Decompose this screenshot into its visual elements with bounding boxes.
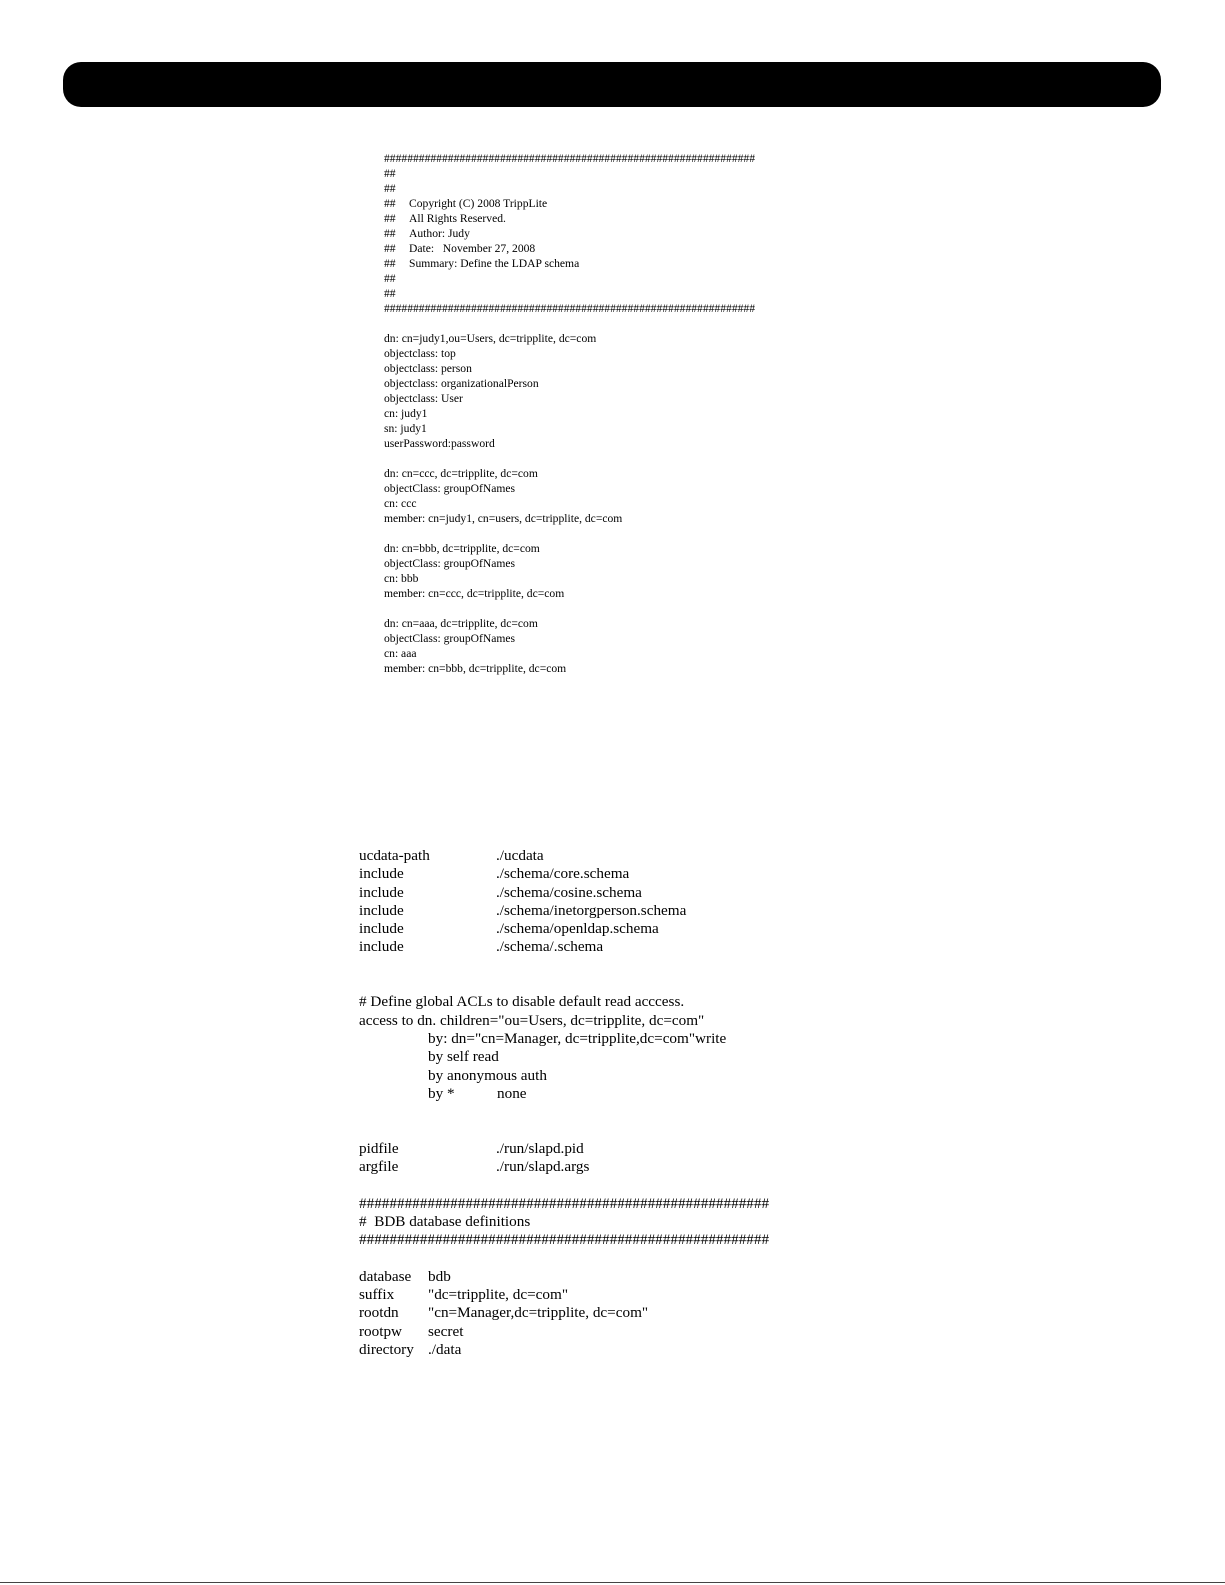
config-row [359,1341,769,1359]
acl-comment: # Define global ACLs to disable default read acccess. [359,993,685,1011]
comment-mark: ## [384,197,396,210]
acl-by-line: by: dn="cn=Manager, dc=tripplite,dc=com"write [428,1029,727,1047]
config-row [359,884,769,902]
ldif-line: cn: aaa [384,647,417,660]
config-row [359,920,769,938]
comment-line [384,196,755,211]
ldif-line: cn: ccc [384,497,417,510]
config-key: directory [359,1341,414,1359]
ldif-entry [384,331,755,451]
acl-by-last-key: by * [428,1084,455,1102]
config-row [359,1140,769,1158]
comment-line [384,256,755,271]
config-row [359,847,769,865]
config-key: ucdata-path [359,847,430,864]
comment-text: Author: Judy [409,227,470,240]
config-row [359,902,769,920]
comment-mark: ## [384,212,396,225]
ldif-line: dn: cn=judy1,ou=Users, dc=tripplite, dc=com [384,332,597,345]
comment-text: All Rights Reserved. [409,212,506,225]
comment-line [384,241,755,256]
hash-line: ###################################################### [359,1194,770,1212]
comment-mark: ## [384,227,396,240]
ldif-line: objectClass: groupOfNames [384,632,516,645]
comment-text: Copyright (C) 2008 TrippLite [409,197,548,210]
acl-by-last [359,1085,769,1103]
comment-text: Summary: Define the LDAP schema [409,257,580,270]
config-key: include [359,938,404,956]
comment-mark: ## [384,287,396,300]
comment-mark: ## [384,257,396,270]
acl-by-section [359,1030,769,1085]
config-value: ./schema/cosine.schema [496,883,642,901]
config-row [359,1304,769,1322]
config-row [359,1286,769,1304]
config-key: include [359,865,404,883]
ldif-line: userPassword:password [384,437,495,450]
comment-line [384,271,755,286]
config-key: argfile [359,1158,399,1176]
ldif-line: sn: judy1 [384,422,427,435]
comment-line [384,286,755,301]
config-key: suffix [359,1286,395,1304]
ldif-line: objectclass: organizationalPerson [384,377,539,390]
acl-access: access to dn. children="ou=Users, dc=tripplite, dc=com" [359,1011,705,1029]
config-row [359,1158,769,1176]
database-section [359,1268,769,1359]
config-value: secret [428,1322,464,1340]
ldif-line: objectClass: groupOfNames [384,557,516,570]
ldif-line: member: cn=ccc, dc=tripplite, dc=com [384,587,565,600]
config-value: bdb [428,1267,451,1285]
comment-line [384,166,755,181]
ldif-entry [384,466,755,526]
ldif-line: member: cn=bbb, dc=tripplite, dc=com [384,662,567,675]
comment-line [384,181,755,196]
config-value: ./schema/inetorgperson.schema [496,901,687,919]
comment-mark: ## [384,272,396,285]
ldif-entries [384,316,755,676]
hash-line: ################################################################ [384,152,755,165]
hash-line: ################################################################ [384,302,755,315]
config-value: ./ucdata [496,847,544,864]
ldif-line: dn: cn=bbb, dc=tripplite, dc=com [384,542,540,555]
config-value: ./run/slapd.args [496,1158,590,1176]
ldif-line: dn: cn=ccc, dc=tripplite, dc=com [384,467,538,480]
ldif-line: objectClass: groupOfNames [384,482,516,495]
ldif-line: objectclass: person [384,362,472,375]
config-key: rootpw [359,1322,403,1340]
ldif-header-comments [384,166,755,301]
config-value: ./schema/core.schema [496,865,630,883]
config-key: include [359,920,404,938]
slapd-conf-listing [359,847,769,1359]
ldif-entry [384,616,755,676]
ldif-listing [384,151,755,676]
ldif-line: dn: cn=aaa, dc=tripplite, dc=com [384,617,538,630]
config-value: "cn=Manager,dc=tripplite, dc=com" [428,1304,649,1322]
comment-mark: ## [384,167,396,180]
comment-mark: ## [384,182,396,195]
config-row [359,865,769,883]
comment-line [384,211,755,226]
hash-line: ###################################################### [359,1231,770,1249]
ldif-line: cn: bbb [384,572,419,585]
acl-by-line: by self read [428,1048,499,1066]
config-row [359,1323,769,1341]
config-value: ./schema/openldap.schema [496,920,659,938]
comment-mark: ## [384,242,396,255]
config-row [359,938,769,956]
bdb-comment: # BDB database definitions [359,1212,531,1230]
config-value: ./schema/.schema [496,938,604,956]
include-section [359,847,769,957]
config-key: include [359,901,404,919]
acl-by-line: by anonymous auth [428,1066,547,1084]
config-row [359,1268,769,1286]
ldif-line: objectclass: top [384,347,456,360]
comment-text: Date: November 27, 2008 [409,242,536,255]
config-value: "dc=tripplite, dc=com" [428,1286,569,1304]
comment-line [384,226,755,241]
ldif-line: member: cn=judy1, cn=users, dc=tripplite, dc=com [384,512,623,525]
config-key: database [359,1267,412,1285]
acl-by-last-value: none [497,1084,527,1102]
ldif-line: objectclass: User [384,392,463,405]
ldif-line: cn: judy1 [384,407,428,420]
config-key: include [359,883,404,901]
ldif-entry [384,541,755,601]
config-key: rootdn [359,1304,399,1322]
config-key: pidfile [359,1139,399,1157]
files-section [359,1140,769,1177]
bottom-rule [0,1582,1225,1583]
config-value: ./data [428,1341,462,1359]
header-bar [63,62,1161,107]
config-value: ./run/slapd.pid [496,1139,584,1157]
